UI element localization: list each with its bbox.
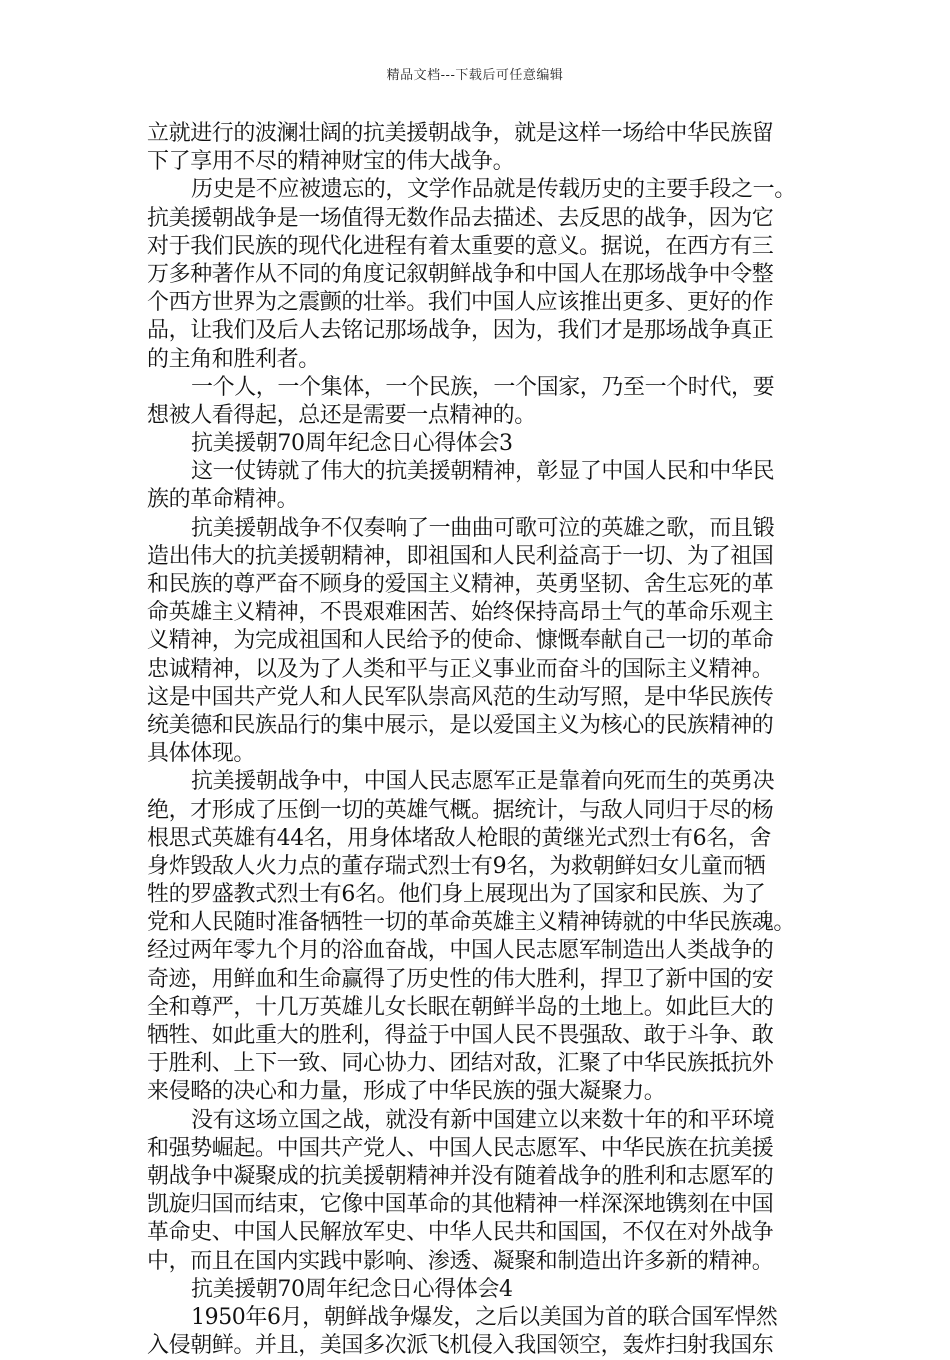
text-line: 党和人民随时准备牺牲一切的革命英雄主义精神铸就的中华民族魂。 [147, 910, 796, 936]
text-line: 朝战争中凝聚成的抗美援朝精神并没有随着战争的胜利和志愿军的 [147, 1163, 774, 1189]
text-line: 族的革命精神。 [147, 487, 299, 513]
text-line: 下了享用不尽的精神财宝的伟大战争。 [147, 149, 515, 175]
text-line: 和强势崛起。中国共产党人、中国人民志愿军、中华民族在抗美援 [147, 1135, 774, 1161]
text-line: 奇迹，用鲜血和生命赢得了历史性的伟大胜利，捍卫了新中国的安 [147, 966, 774, 992]
text-line: 的主角和胜利者。 [147, 346, 320, 372]
text-line: 历史是不应被遗忘的，文学作品就是传载历史的主要手段之一。 [191, 177, 796, 203]
text-line: 抗美援朝战争是一场值得无数作品去描述、去反思的战争，因为它 [147, 205, 774, 231]
text-line: 这是中国共产党人和人民军队崇高风范的生动写照，是中华民族传 [147, 684, 774, 710]
text-line: 抗美援朝70周年纪念日心得体会4 [191, 1276, 513, 1302]
text-line: 全和尊严，十几万英雄儿女长眠在朝鲜半岛的土地上。如此巨大的 [147, 994, 774, 1020]
text-line: 绝，才形成了压倒一切的英雄气概。据统计，与敌人同归于尽的杨 [147, 797, 774, 823]
text-line: 抗美援朝70周年纪念日心得体会3 [191, 431, 513, 457]
text-line: 抗美援朝战争不仅奏响了一曲曲可歌可泣的英雄之歌，而且锻 [191, 515, 775, 541]
text-line: 中，而且在国内实践中影响、渗透、凝聚和制造出许多新的精神。 [147, 1248, 774, 1274]
text-line: 万多种著作从不同的角度记叙朝鲜战争和中国人在那场战争中令整 [147, 261, 774, 287]
text-line: 根思式英雄有44名，用身体堵敌人枪眼的黄继光式烈士有6名，舍 [147, 825, 771, 851]
text-line: 命英雄主义精神，不畏艰难困苦、始终保持高昂士气的革命乐观主 [147, 600, 774, 626]
text-line: 经过两年零九个月的浴血奋战，中国人民志愿军制造出人类战争的 [147, 938, 774, 964]
text-line: 抗美援朝战争中，中国人民志愿军正是靠着向死而生的英勇决 [191, 769, 775, 795]
page-header: 精品文档---下载后可任意编辑 [386, 68, 564, 83]
text-line: 凯旋归国而结束，它像中国革命的其他精神一样深深地镌刻在中国 [147, 1192, 774, 1218]
text-line: 立就进行的波澜壮阔的抗美援朝战争，就是这样一场给中华民族留 [147, 121, 774, 146]
text-line: 来侵略的决心和力量，形成了中华民族的强大凝聚力。 [147, 1079, 666, 1105]
text-line: 具体体现。 [147, 741, 256, 767]
text-line: 个西方世界为之震颤的壮举。我们中国人应该推出更多、更好的作 [147, 290, 774, 316]
text-line: 革命史、中国人民解放军史、中华人民共和国国，不仅在对外战争 [147, 1220, 774, 1246]
text-line: 身炸毁敌人火力点的董存瑞式烈士有9名，为救朝鲜妇女儿童而牺 [147, 853, 766, 879]
text-line: 品，让我们及后人去铭记那场战争，因为，我们才是那场战争真正 [147, 318, 774, 344]
text-line: 造出伟大的抗美援朝精神，即祖国和人民利益高于一切、为了祖国 [147, 543, 774, 569]
text-line: 牲的罗盛教式烈士有6名。他们身上展现出为了国家和民族、为了 [147, 882, 766, 908]
text-line: 这一仗铸就了伟大的抗美援朝精神，彰显了中国人民和中华民 [191, 459, 775, 485]
text-line: 统美德和民族品行的集中展示，是以爱国主义为核心的民族精神的 [147, 712, 774, 738]
text-line: 义精神，为完成祖国和人民给予的使命、慷慨奉献自己一切的革命 [147, 628, 774, 654]
text-line: 一个人，一个集体，一个民族，一个国家，乃至一个时代，要 [191, 374, 775, 400]
text-line: 对于我们民族的现代化进程有着太重要的意义。据说，在西方有三 [147, 233, 774, 259]
text-line: 没有这场立国之战，就没有新中国建立以来数十年的和平环境 [191, 1107, 775, 1133]
text-line: 和民族的尊严奋不顾身的爱国主义精神，英勇坚韧、舍生忘死的革 [147, 572, 774, 597]
text-line: 入侵朝鲜。并且，美国多次派飞机侵入我国领空，轰炸扫射我国东 [147, 1333, 774, 1359]
text-line: 忠诚精神，以及为了人类和平与正义事业而奋斗的国际主义精神。 [147, 656, 774, 682]
document-body [147, 120, 811, 1360]
text-line: 牺牲、如此重大的胜利，得益于中国人民不畏强敌、敢于斗争、敢 [147, 1023, 774, 1048]
text-line: 1950年6月，朝鲜战争爆发，之后以美国为首的联合国军悍然 [191, 1304, 778, 1330]
text-line: 想被人看得起，总还是需要一点精神的。 [147, 402, 536, 428]
text-line: 于胜利、上下一致、同心协力、团结对敌，汇聚了中华民族抵抗外 [147, 1051, 774, 1077]
